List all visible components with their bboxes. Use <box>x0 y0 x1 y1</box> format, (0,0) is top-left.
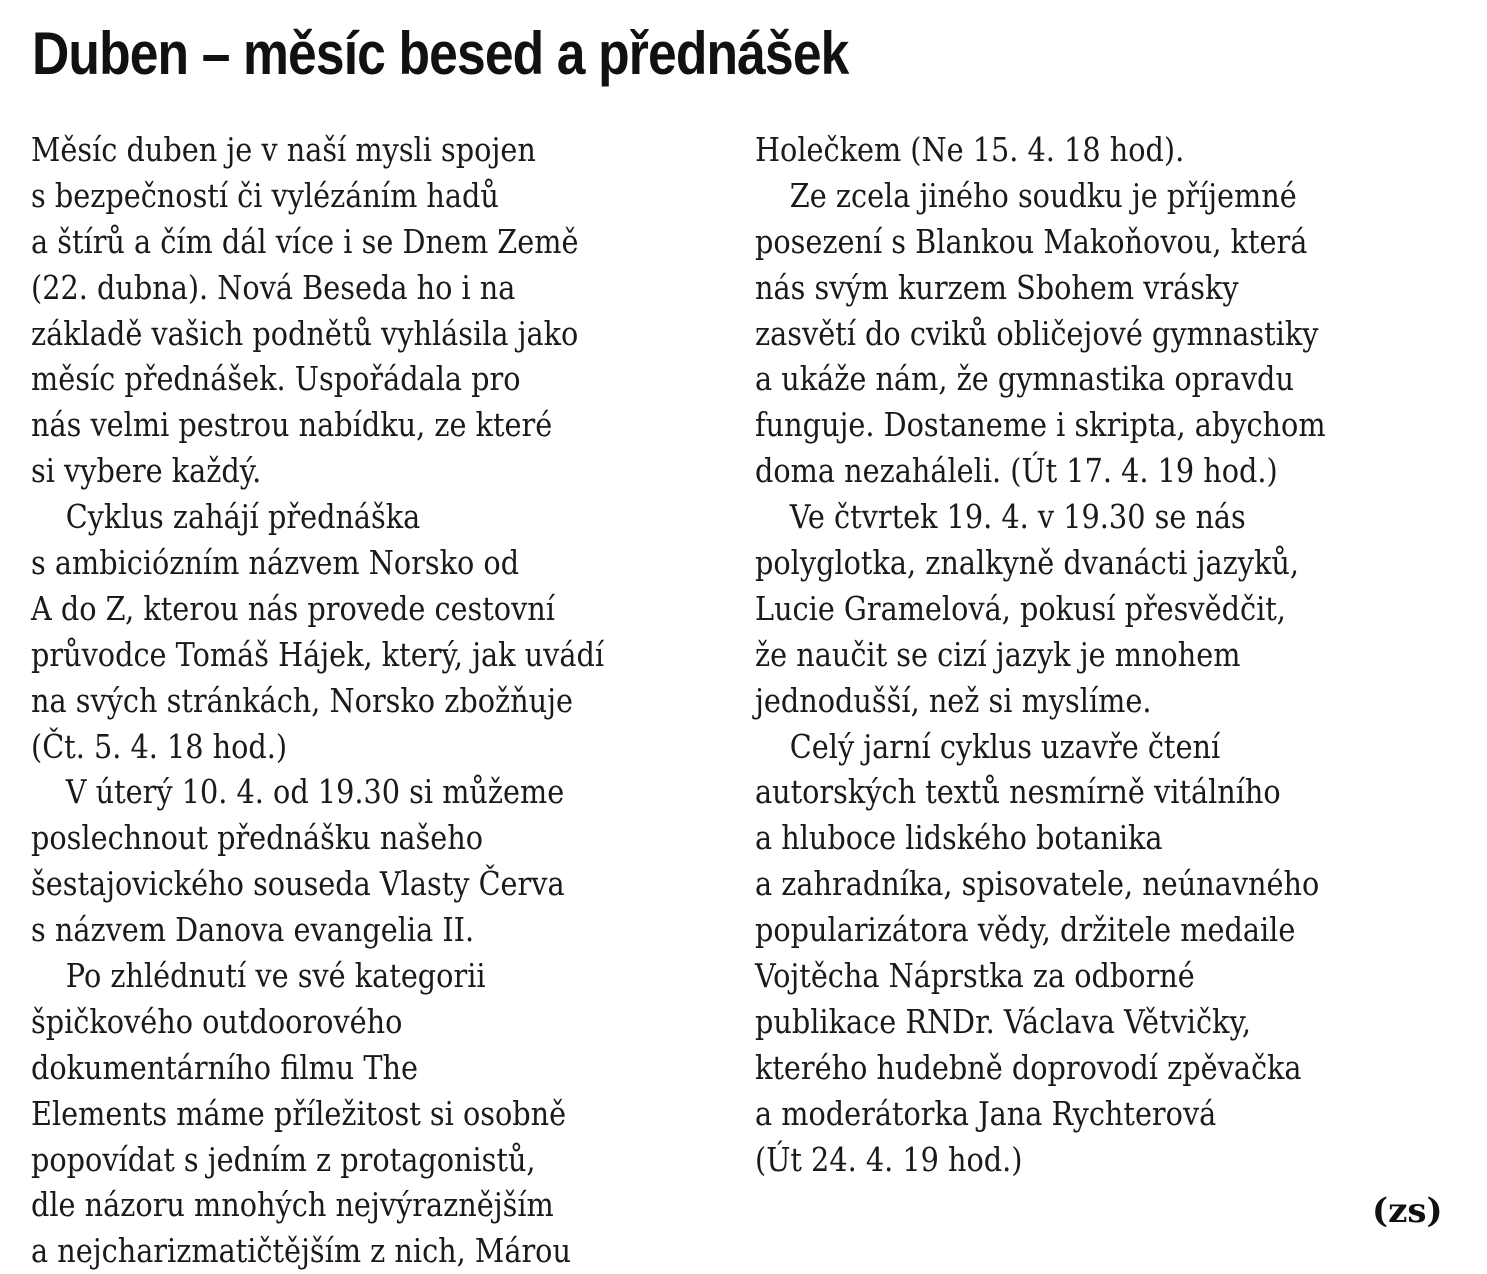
text-line: nás velmi pestrou nabídku, ze které <box>31 405 553 445</box>
text-line: s ambiciózním názvem Norsko od <box>31 543 520 583</box>
article-headline: Duben – měsíc besed a přednášek <box>32 20 849 87</box>
text-line: doma nezaháleli. (Út 17. 4. 19 hod.) <box>755 451 1278 491</box>
text-line: Ze zcela jiného soudku je příjemné <box>789 175 1297 215</box>
text-line: A do Z, kterou nás provede cestovní <box>31 588 555 628</box>
text-line: šestajovického souseda Vlasty Červa <box>31 864 565 904</box>
text-line: Elements máme příležitost si osobně <box>31 1093 567 1133</box>
text-line: s bezpečností či vylézáním hadů <box>31 175 499 215</box>
text-line: dle názoru mnohých nejvýraznějším <box>31 1185 554 1225</box>
text-line: polyglotka, znalkyně dvanácti jazyků, <box>755 543 1299 583</box>
text-line: popovídat s jedním z protagonistů, <box>31 1139 536 1179</box>
text-line: Vojtěcha Náprstka za odborné <box>755 956 1195 996</box>
text-line: a nejcharizmatičtějším z nich, Márou <box>31 1231 571 1271</box>
text-line: zasvětí do cviků obličejové gymnastiky <box>755 313 1319 353</box>
text-line: nás svým kurzem Sbohem vrásky <box>755 267 1239 307</box>
text-line: špičkového outdoorového <box>31 1001 403 1041</box>
text-line: Ve čtvrtek 19. 4. v 19.30 se nás <box>789 497 1246 537</box>
text-line: základě vašich podnětů vyhlásila jako <box>31 313 579 353</box>
text-line: že naučit se cizí jazyk je mnohem <box>755 634 1241 674</box>
text-line: Holečkem (Ne 15. 4. 18 hod). <box>755 130 1185 169</box>
text-line: (Čt. 5. 4. 18 hod.) <box>31 726 288 766</box>
text-line: a hluboce lidského botanika <box>755 818 1163 858</box>
text-line: s názvem Danova evangelia II. <box>31 910 475 950</box>
text-line: na svých stránkách, Norsko zbožňuje <box>31 680 574 720</box>
text-line: dokumentárního filmu The <box>31 1047 419 1087</box>
text-line: funguje. Dostaneme i skripta, abychom <box>755 405 1326 445</box>
text-line: publikace RNDr. Václava Větvičky, <box>755 1001 1251 1041</box>
text-line: (Út 24. 4. 19 hod.) <box>755 1139 1023 1179</box>
text-line: V úterý 10. 4. od 19.30 si můžeme <box>65 772 565 812</box>
text-line: si vybere každý. <box>31 451 262 491</box>
left-text-column <box>31 127 711 1274</box>
text-line: Po zhlédnutí ve své kategorii <box>65 956 486 996</box>
text-line: posezení s Blankou Makoňovou, která <box>755 221 1308 261</box>
text-line: kterého hudebně doprovodí zpěvačka <box>755 1047 1302 1087</box>
text-line: poslechnout přednášku našeho <box>31 818 484 858</box>
text-line: průvodce Tomáš Hájek, který, jak uvádí <box>31 634 605 674</box>
text-line: Celý jarní cyklus uzavře čtení <box>789 726 1221 766</box>
text-line: (22. dubna). Nová Beseda ho i na <box>31 267 516 307</box>
text-line: Lucie Gramelová, pokusí přesvědčit, <box>755 588 1286 628</box>
author-signature: (zs) <box>1372 1191 1443 1231</box>
text-line: autorských textů nesmírně vitálního <box>755 772 1281 812</box>
text-line: a zahradníka, spisovatele, neúnavného <box>755 864 1320 904</box>
text-line: a moderátorka Jana Rychterová <box>755 1093 1217 1133</box>
text-line: jednodušší, než si myslíme. <box>755 680 1152 720</box>
text-line: Měsíc duben je v naší mysli spojen <box>31 130 536 169</box>
text-line: Cyklus zahájí přednáška <box>65 497 421 537</box>
text-line: a ukáže nám, že gymnastika opravdu <box>755 359 1294 399</box>
text-line: a štírů a čím dál více i se Dnem Země <box>31 221 579 261</box>
text-line: měsíc přednášek. Uspořádala pro <box>31 359 521 399</box>
text-line: popularizátora vědy, držitele medaile <box>755 910 1296 950</box>
right-text-column <box>755 127 1455 1182</box>
